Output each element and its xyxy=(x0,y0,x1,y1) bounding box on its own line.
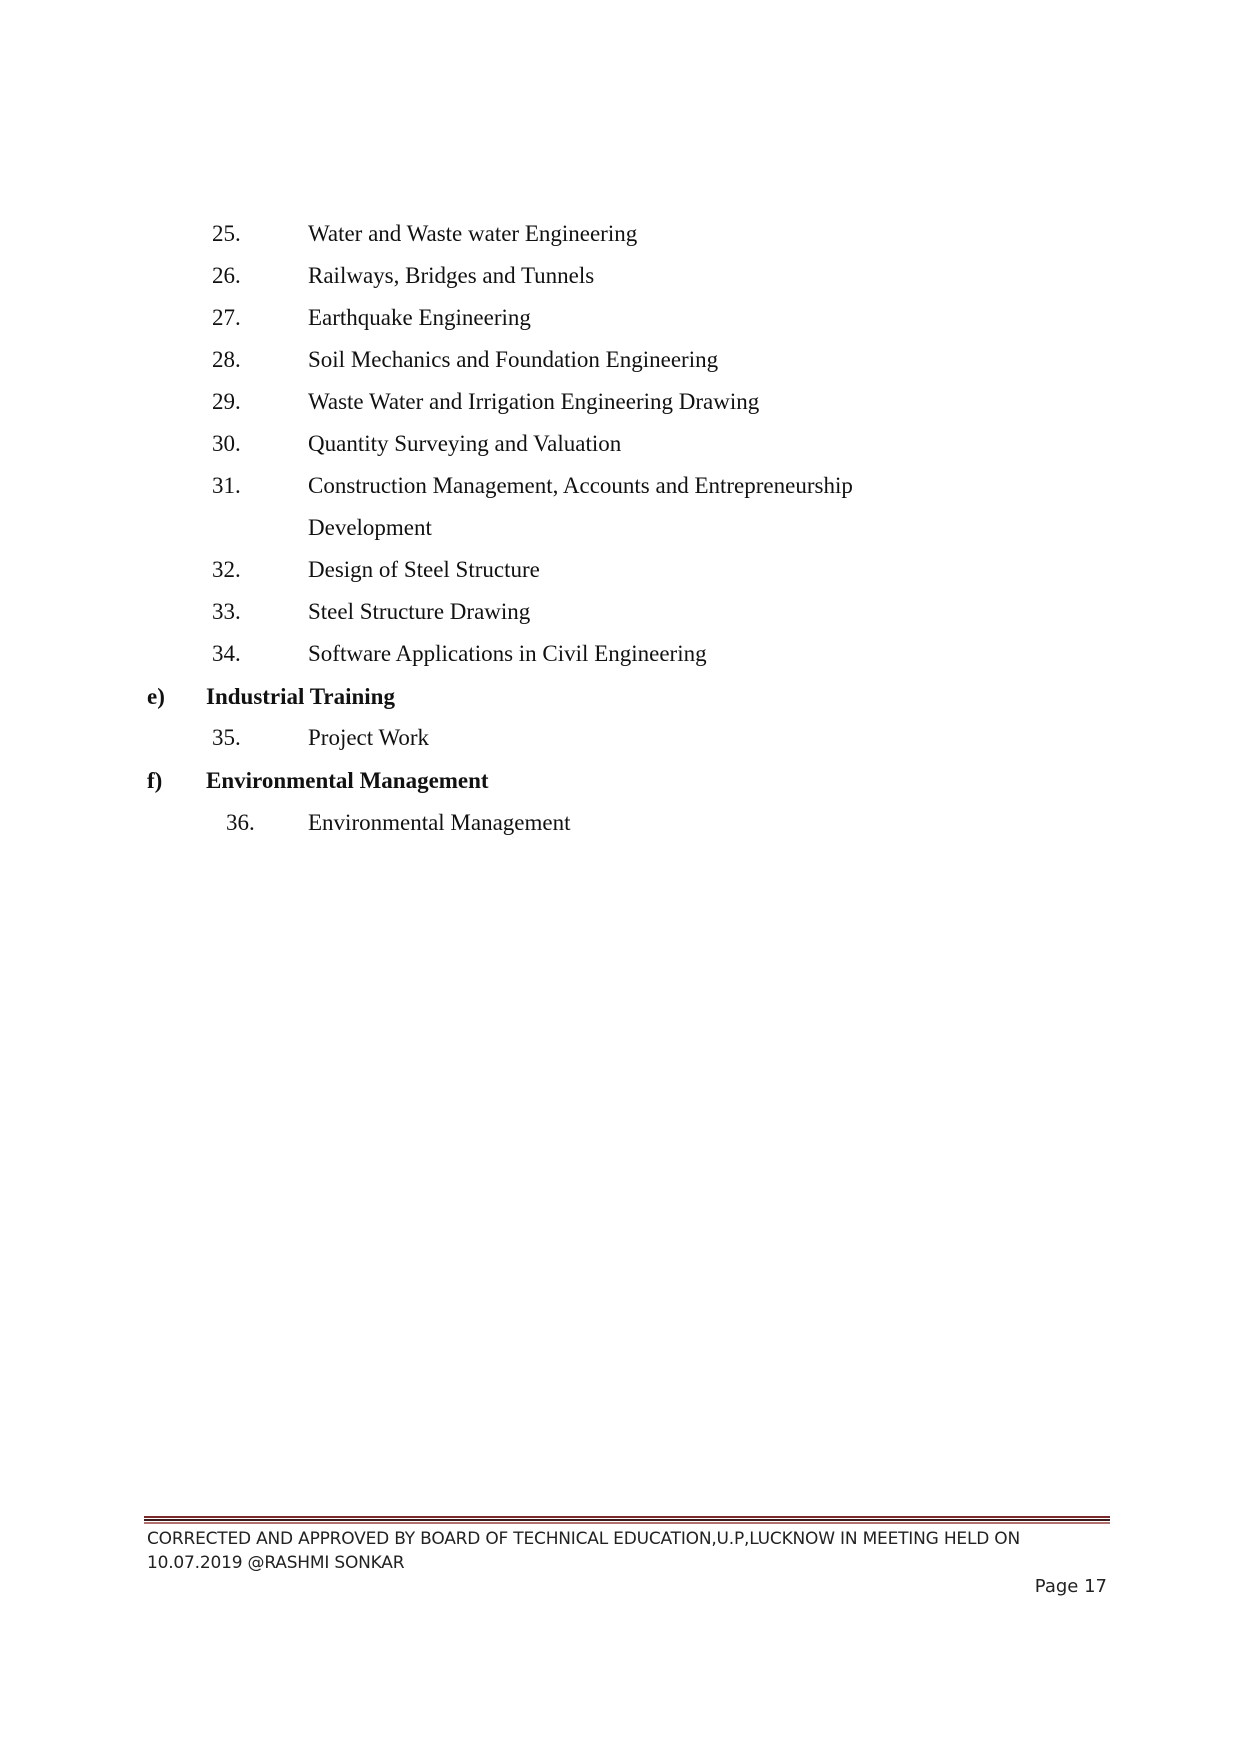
item-number: 31. xyxy=(212,473,241,498)
section-letter: f) xyxy=(147,768,163,793)
item-text: Software Applications in Civil Engineering xyxy=(308,641,707,666)
item-text: Soil Mechanics and Foundation Engineering xyxy=(308,347,719,372)
section-title: Environmental Management xyxy=(206,768,489,793)
item-number: 33. xyxy=(212,599,241,624)
item-text: Construction Management, Accounts and Entrepreneurship xyxy=(308,473,853,498)
item-number: 25. xyxy=(212,221,241,246)
item-text: Design of Steel Structure xyxy=(308,557,540,582)
item-text: Earthquake Engineering xyxy=(308,305,531,330)
item-number: 36. xyxy=(226,810,255,835)
footer-line-1: CORRECTED AND APPROVED BY BOARD OF TECHNICAL EDUCATION,U.P,LUCKNOW IN MEETING HELD ON xyxy=(147,1529,1021,1549)
item-number: 35. xyxy=(212,725,241,750)
item-text: Quantity Surveying and Valuation xyxy=(308,431,622,456)
section-letter: e) xyxy=(147,684,165,709)
item-number: 32. xyxy=(212,557,241,582)
item-number: 34. xyxy=(212,641,241,666)
item-text-continuation: Development xyxy=(308,515,432,540)
item-text: Steel Structure Drawing xyxy=(308,599,531,624)
item-text: Project Work xyxy=(308,725,430,750)
footer-divider xyxy=(144,1516,1110,1524)
item-number: 26. xyxy=(212,263,241,288)
section-title: Industrial Training xyxy=(206,684,395,709)
item-text: Environmental Management xyxy=(308,810,571,835)
item-text: Railways, Bridges and Tunnels xyxy=(308,263,595,288)
footer-note xyxy=(147,1527,1107,1575)
item-number: 27. xyxy=(212,305,241,330)
item-text: Water and Waste water Engineering xyxy=(308,221,638,246)
page-number: Page 17 xyxy=(1034,1576,1107,1597)
item-text: Waste Water and Irrigation Engineering Drawing xyxy=(308,389,760,414)
item-number: 30. xyxy=(212,431,241,456)
item-number: 29. xyxy=(212,389,241,414)
item-number: 28. xyxy=(212,347,241,372)
footer-line-2: 10.07.2019 @RASHMI SONKAR xyxy=(147,1553,405,1573)
